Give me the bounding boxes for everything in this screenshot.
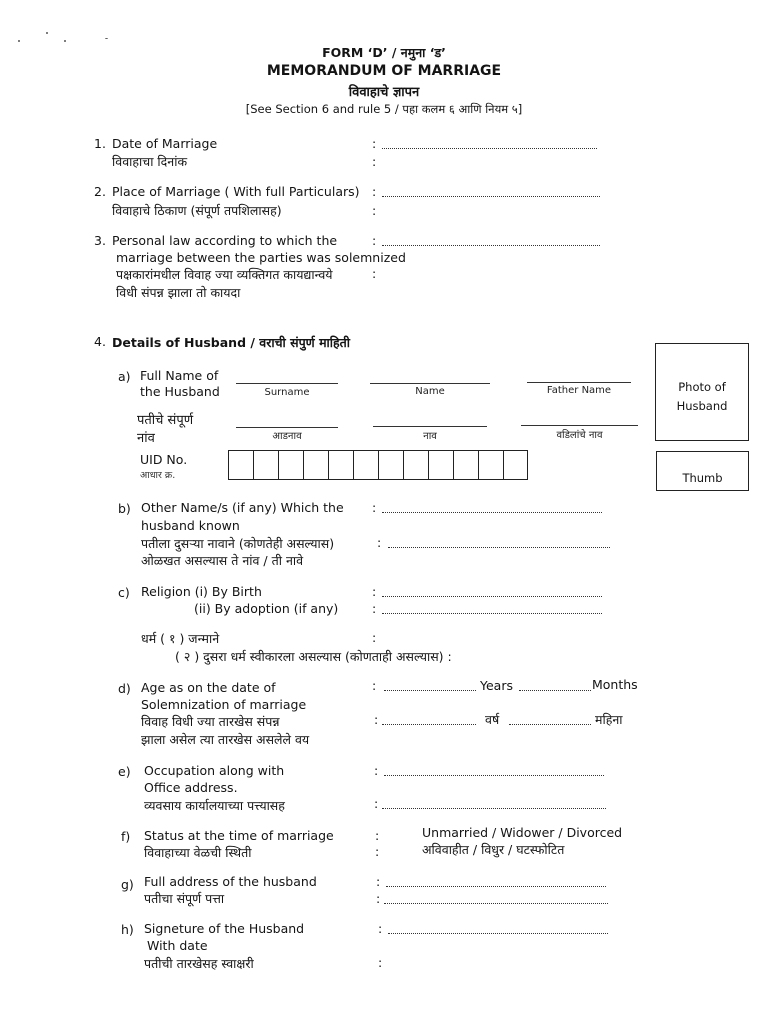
colon: : <box>375 844 380 859</box>
q3-number: 3. <box>94 233 106 248</box>
a-label-line2: the Husband <box>140 384 220 399</box>
name-marathi-input[interactable] <box>373 426 487 427</box>
a-label-marathi-line1: पतीचे संपूर्ण <box>137 413 194 428</box>
q2-label-marathi: विवाहाचे ठिकाण (संपूर्ण तपशिलासह) <box>112 203 282 218</box>
colon: : <box>374 712 379 727</box>
b-label-marathi-line2: ओळखत असल्यास ते नांव / ती नावे <box>141 553 304 568</box>
page-title: MEMORANDUM OF MARRIAGE <box>266 63 502 79</box>
date-of-marriage-field[interactable] <box>382 148 597 149</box>
religion-by-birth-label-marathi: धर्म ( १ ) जन्माने <box>141 631 220 646</box>
q2-label: Place of Marriage ( With full Particulars) <box>112 184 360 199</box>
g-label-marathi: पतीचा संपूर्ण पत्ता <box>144 891 225 906</box>
d-label-marathi-line1: विवाह विधी ज्या तारखेस संपन्न <box>141 714 280 729</box>
husband-address-field[interactable] <box>386 886 606 887</box>
thumb-box-label: Thumb <box>682 471 723 485</box>
e-label-marathi: व्यवसाय कार्यालयाच्या पत्त्यासह <box>144 798 285 813</box>
father-name-caption-marathi: वडिलांचे नाव <box>556 430 603 441</box>
e-label-line1: Occupation along with <box>144 763 285 778</box>
months-label: Months <box>592 677 638 692</box>
f-label: f) <box>121 829 131 844</box>
uid-label: UID No. <box>140 452 188 467</box>
colon: : <box>372 154 377 169</box>
surname-caption: Surname <box>264 387 310 398</box>
colon: : <box>372 630 377 645</box>
d-label-line1: Age as on the date of <box>141 680 276 695</box>
colon: : <box>372 184 377 199</box>
b-label-line2: husband known <box>141 518 240 533</box>
father-name-input[interactable] <box>527 382 631 383</box>
uid-digit-box[interactable] <box>253 450 278 480</box>
age-months-field[interactable] <box>519 690 591 691</box>
colon: : <box>374 763 379 778</box>
g-label: g) <box>121 877 134 892</box>
thumb-box[interactable] <box>656 451 749 491</box>
h-label-line1: Signeture of the Husband <box>144 921 305 936</box>
colon: : <box>372 233 377 248</box>
colon: : <box>372 584 377 599</box>
name-caption-marathi: नाव <box>423 431 437 442</box>
scan-speck <box>46 32 48 34</box>
husband-details-heading: Details of Husband / वराची संपुर्ण माहिती <box>112 335 351 350</box>
colon: : <box>378 955 383 970</box>
varsh-label: वर्ष <box>485 712 500 727</box>
q1-label: Date of Marriage <box>112 136 218 151</box>
a-label-marathi-line2: नांव <box>137 431 155 446</box>
q3-label-line2: marriage between the parties was solemnized <box>116 250 406 265</box>
uid-digit-box[interactable] <box>503 450 528 480</box>
uid-number-boxes[interactable] <box>228 450 528 480</box>
colon: : <box>372 678 377 693</box>
f-label-line1: Status at the time of marriage <box>144 828 334 843</box>
h-label-marathi: पतीची तारखेसह स्वाक्षरी <box>144 956 254 971</box>
age-months-marathi-field[interactable] <box>509 724 591 725</box>
other-names-marathi-field[interactable] <box>388 547 610 548</box>
father-name-marathi-input[interactable] <box>521 425 638 426</box>
occupation-field[interactable] <box>384 775 604 776</box>
d-label: d) <box>118 681 131 696</box>
surname-input[interactable] <box>236 383 338 384</box>
h-label-line2: With date <box>147 938 208 953</box>
b-label: b) <box>118 501 131 516</box>
e-label-line2: Office address. <box>144 780 238 795</box>
d-label-line2: Solemnization of marriage <box>141 697 307 712</box>
scan-speck <box>105 38 108 39</box>
a-label: a) <box>118 369 131 384</box>
uid-label-marathi: आधार क्र. <box>140 470 176 481</box>
b-label-marathi-line1: पतीला दुसऱ्या नावाने (कोणतेही असल्यास) <box>141 536 335 551</box>
husband-signature-field[interactable] <box>388 933 608 934</box>
place-of-marriage-field[interactable] <box>382 196 600 197</box>
section-reference: [See Section 6 and rule 5 / पहा कलम ६ आणि नियम ५] <box>245 102 523 116</box>
colon: : <box>378 921 383 936</box>
colon: : <box>372 601 377 616</box>
colon: : <box>374 796 379 811</box>
q3-label-marathi-line1: पक्षकारांमधील विवाह ज्या व्यक्तिगत कायद्यान्वये <box>116 267 333 282</box>
b-label-line1: Other Name/s (if any) Which the <box>141 500 344 515</box>
colon: : <box>375 828 380 843</box>
uid-digit-box[interactable] <box>303 450 328 480</box>
uid-digit-box[interactable] <box>453 450 478 480</box>
colon: : <box>376 891 381 906</box>
uid-digit-box[interactable] <box>428 450 453 480</box>
name-input[interactable] <box>370 383 490 384</box>
years-label: Years <box>480 678 513 693</box>
colon: : <box>377 535 382 550</box>
e-label: e) <box>118 764 131 779</box>
personal-law-field[interactable] <box>382 245 600 246</box>
colon: : <box>372 266 377 281</box>
photo-box-label: Photo of Husband <box>676 380 728 413</box>
uid-digit-box[interactable] <box>403 450 428 480</box>
name-caption: Name <box>415 386 445 397</box>
uid-digit-box[interactable] <box>278 450 303 480</box>
marital-status-options-marathi[interactable]: अविवाहीत / विधुर / घटस्फोटित <box>422 842 565 857</box>
religion-by-adoption-label-marathi: ( २ ) दुसरा धर्म स्वीकारला असल्यास (कोणताही असल्यास) : <box>175 649 452 664</box>
a-label-line1: Full Name of <box>140 368 219 383</box>
uid-digit-box[interactable] <box>353 450 378 480</box>
scan-speck <box>18 40 20 42</box>
uid-digit-box[interactable] <box>478 450 503 480</box>
colon: : <box>376 874 381 889</box>
husband-address-marathi-field[interactable] <box>384 903 608 904</box>
g-label-line1: Full address of the husband <box>144 874 317 889</box>
uid-digit-box[interactable] <box>328 450 353 480</box>
surname-caption-marathi: आडनाव <box>272 431 302 442</box>
scan-speck <box>64 40 66 42</box>
mahina-label: महिना <box>595 712 623 727</box>
q3-label-line1: Personal law according to which the <box>112 233 338 248</box>
form-label: FORM ‘D’ / नमुना ‘ड’ <box>322 45 446 60</box>
page-title-marathi: विवाहाचे ज्ञापन <box>348 85 420 100</box>
d-label-marathi-line2: झाला असेल त्या तारखेस असलेले वय <box>141 732 310 747</box>
colon: : <box>372 500 377 515</box>
q4-number: 4. <box>94 334 106 349</box>
marital-status-options[interactable]: Unmarried / Widower / Divorced <box>422 825 623 840</box>
religion-by-birth-field[interactable] <box>382 596 602 597</box>
other-names-field[interactable] <box>382 512 602 513</box>
q1-label-marathi: विवाहाचा दिनांक <box>112 154 188 169</box>
colon: : <box>372 203 377 218</box>
f-label-marathi: विवाहाच्या वेळची स्थिती <box>144 845 252 860</box>
h-label: h) <box>121 922 134 937</box>
religion-by-adoption-label: (ii) By adoption (if any) <box>194 601 339 616</box>
colon: : <box>372 136 377 151</box>
photo-box[interactable] <box>655 343 749 441</box>
c-label: c) <box>118 585 130 600</box>
religion-by-adoption-field[interactable] <box>382 613 602 614</box>
q3-label-marathi-line2: विधी संपन्न झाला तो कायदा <box>116 285 241 300</box>
q1-number: 1. <box>94 136 106 151</box>
age-years-field[interactable] <box>384 690 476 691</box>
father-name-caption: Father Name <box>546 385 612 396</box>
religion-by-birth-label: Religion (i) By Birth <box>141 584 262 599</box>
q2-number: 2. <box>94 184 106 199</box>
occupation-marathi-field[interactable] <box>382 808 606 809</box>
age-years-marathi-field[interactable] <box>382 724 476 725</box>
uid-digit-box[interactable] <box>378 450 403 480</box>
uid-digit-box[interactable] <box>228 450 253 480</box>
